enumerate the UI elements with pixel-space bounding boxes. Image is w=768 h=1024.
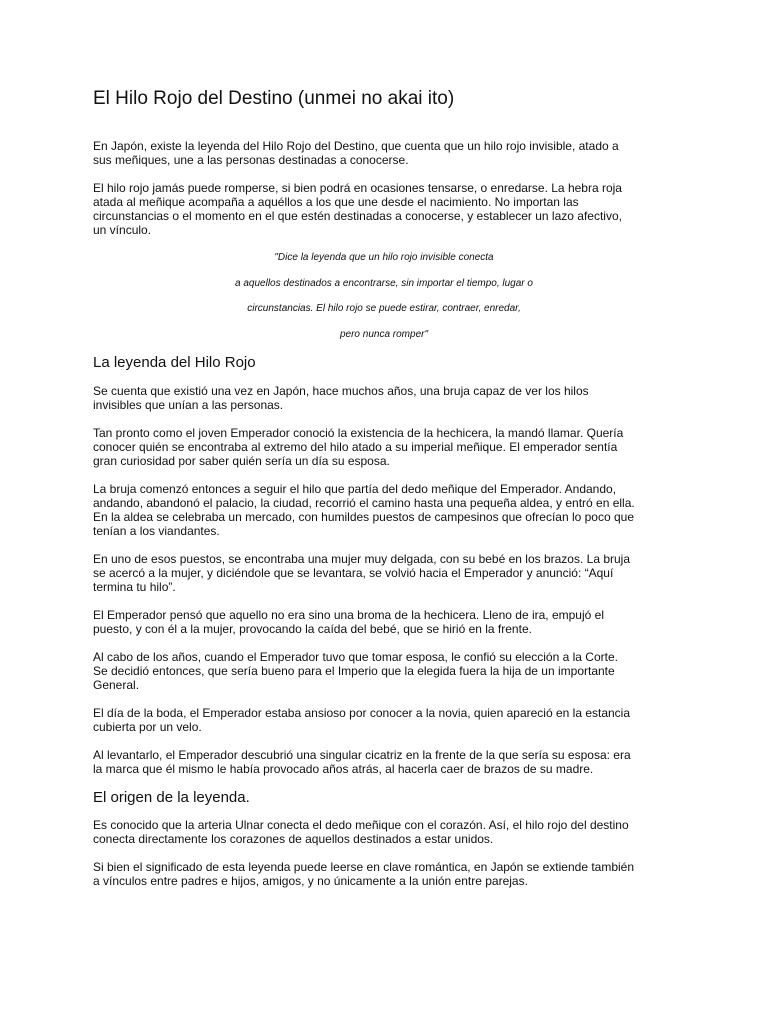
text-line: Si bien el significado de esta leyenda puede leerse en clave romántica, en Japón se extiende también	[93, 860, 635, 874]
text-line: circunstancias o el momento en el que estén destinadas a conocerse, y establecer un lazo afectivo,	[93, 209, 622, 223]
text-line: El hilo rojo jamás puede romperse, si bien podrá en ocasiones tensarse, o enredarse. La hebra roja	[93, 181, 622, 195]
intro-paragraph-1	[93, 139, 619, 167]
text-line: a vínculos entre padres e hijos, amigos, y no únicamente a la unión entre parejas.	[93, 874, 528, 888]
text-line: conecta directamente los corazones de aquellos destinados a estar unidos.	[93, 832, 494, 846]
text-line: invisibles que unían a las personas.	[93, 398, 284, 412]
text-line: Se cuenta que existió una vez en Japón, hace muchos años, una bruja capaz de ver los hilos	[93, 384, 589, 398]
section-heading-leyenda: La leyenda del Hilo Rojo	[93, 354, 256, 371]
section2-paragraph	[93, 860, 634, 888]
section1-paragraph	[93, 748, 631, 776]
section1-paragraph	[93, 650, 618, 692]
text-line: la marca que él mismo le había provocado años atrás, al hacerla caer de brazos de su madre.	[93, 762, 594, 776]
text-line: El día de la boda, el Emperador estaba ansioso por conocer a la novia, quien apareció en la estancia	[93, 706, 631, 720]
text-line: General.	[93, 678, 140, 692]
text-line: En uno de esos puestos, se encontraba una mujer muy delgada, con su bebé en los brazos. La bruja	[93, 552, 631, 566]
quote-line-2: a aquellos destinados a encontrarse, sin importar el tiempo, lugar o	[235, 278, 533, 289]
text-line: atada al meñique acompaña a aquéllos a los que une desde el nacimiento. No importan las	[93, 195, 579, 209]
text-line: andando, abandonó el palacio, la ciudad, recorrió el camino hasta una pequeña aldea, y entró en ella.	[93, 496, 635, 510]
text-line: tenían a los viandantes.	[93, 524, 220, 538]
text-line: Tan pronto como el joven Emperador conoció la existencia de la hechicera, la mandó llamar. Quería	[93, 426, 624, 440]
quote-line-3: circunstancias. El hilo rojo se puede estirar, contraer, enredar,	[247, 303, 521, 314]
section1-paragraph	[93, 706, 630, 734]
section1-paragraph	[93, 384, 589, 412]
text-line: sus meñiques, une a las personas destinadas a conocerse.	[93, 153, 409, 167]
text-line: conocer quién se encontraba al extremo del hilo atado a su imperial meñique. El emperador sentía	[93, 440, 618, 454]
text-line: se acercó a la mujer, y diciéndole que se levantara, se volvió hacia el Emperador y anunció: “Aquí	[93, 566, 614, 580]
text-line: Al levantarlo, el Emperador descubrió una singular cicatriz en la frente de la que sería su esposa: era	[93, 748, 631, 762]
text-line: Se decidió entonces, que sería bueno para el Imperio que la elegida fuera la hija de un importante	[93, 664, 615, 678]
text-line: Es conocido que la arteria Ulnar conecta el dedo meñique con el corazón. Así, el hilo rojo del destino	[93, 818, 629, 832]
section-heading-origen: El origen de la leyenda.	[93, 789, 250, 806]
text-line: El Emperador pensó que aquello no era sino una broma de la hechicera. Lleno de ira, empujó el	[93, 608, 604, 622]
quote-line-4: pero nunca romper"	[339, 329, 429, 340]
text-line: termina tu hilo”.	[93, 580, 176, 594]
text-line: En Japón, existe la leyenda del Hilo Rojo del Destino, que cuenta que un hilo rojo invisible, atado a	[93, 139, 619, 153]
text-line: un vínculo.	[93, 223, 152, 237]
text-line: puesto, y con él a la mujer, provocando la caída del bebé, que se hirió en la frente.	[93, 622, 532, 636]
document-title: El Hilo Rojo del Destino (unmei no akai ito)	[93, 88, 455, 109]
text-line: Al cabo de los años, cuando el Emperador tuvo que tomar esposa, le confió su elección a la Corte.	[93, 650, 618, 664]
text-line: cubierta por un velo.	[93, 720, 202, 734]
text-line: La bruja comenzó entonces a seguir el hilo que partía del dedo meñique del Emperador. Andando,	[93, 482, 617, 496]
section2-paragraph	[93, 818, 629, 846]
section1-paragraph	[93, 426, 623, 468]
text-line: En la aldea se celebraba un mercado, con humildes puestos de campesinos que ofrecían lo poco que	[93, 510, 635, 524]
section1-paragraph	[93, 608, 604, 636]
section1-paragraph	[93, 482, 635, 538]
text-line: gran curiosidad por saber quién sería un día su esposa.	[93, 454, 390, 468]
intro-paragraph-2	[93, 181, 622, 237]
section1-paragraph	[93, 552, 630, 594]
quote-line-1: "Dice la leyenda que un hilo rojo invisible conecta	[274, 252, 494, 263]
